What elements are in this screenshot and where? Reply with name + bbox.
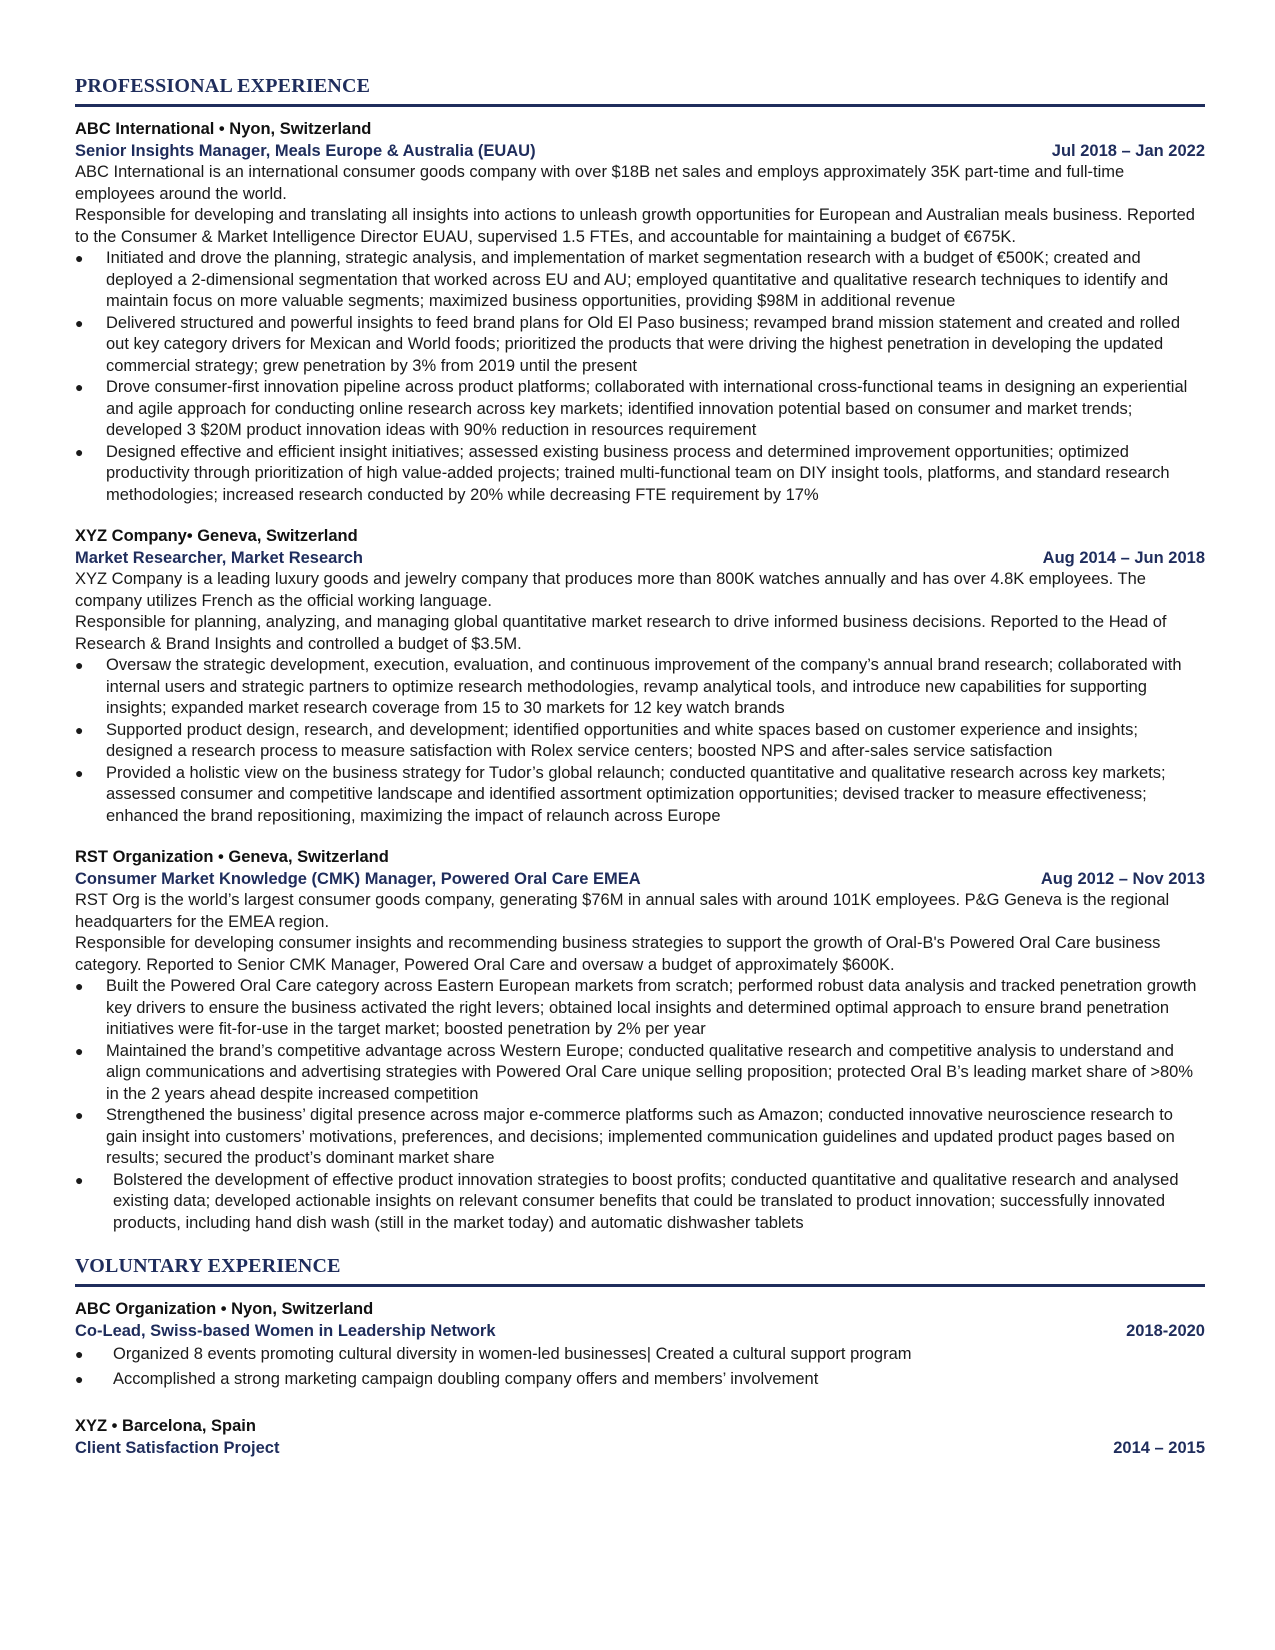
resume-page — [75, 74, 1205, 1459]
experience-entry — [75, 119, 1205, 506]
company-description: XYZ Company is a leading luxury goods and jewelry company that produces more than 800K watches annually and has over 4.8K employees. The company utilizes French as the official working language. — [75, 570, 1146, 610]
bullet-icon: ● — [75, 764, 84, 781]
achievement-text: Bolstered the development of effective product innovation strategies to boost profits; conducted quantitative and qualitative research and analysed existing data; developed actionable insights on relevant consumer benefits that could be translated to product innovation; successfully innovated products, including hand dish wash (still in the market today) and automatic dishwasher tablets — [113, 1170, 1179, 1232]
voluntary-entry — [75, 1416, 1205, 1459]
achievement-list — [75, 655, 1205, 827]
achievement-text: Built the Powered Oral Care category across Eastern European markets from scratch; performed robust data analysis and tracked penetration growth key drivers to ensure the business activated the right levers; obtained local insights and determined optimal approach to ensure brand penetration initiatives were fit-for-use in the target market; boosted penetration by 2% per year — [106, 977, 1197, 1038]
bullet-icon: ● — [75, 1107, 84, 1123]
company-description: RST Org is the world’s largest consumer goods company, generating $76M in annual sales with around 101K employees. P&G Geneva is the regional headquarters for the EMEA region. — [75, 891, 1170, 931]
achievement-text: Oversaw the strategic development, execution, evaluation, and continuous improvement of the company’s annual brand research; collaborated with internal users and strategic partners to optimize research methodologies, revamp analytical tools, and introduce new capabilities for supporting insights; expanded market research coverage from 15 to 30 markets for 12 key watch brands — [106, 656, 1182, 717]
achievement-text: Provided a holistic view on the business strategy for Tudor’s global relaunch; conducted quantitative and qualitative research across key markets; assessed consumer and competitive landscape and identified assortment optimization opportunities; devised tracker to measure effectiveness; enhanced the brand repositioning, maximizing the impact of relaunch across Europe — [106, 763, 1166, 825]
bullet-icon: ● — [75, 978, 84, 994]
role-responsibility: Responsible for developing and translating all insights into actions to unleash growth opportunities for European and Australian meals business. Reported to the Consumer & Market Intelligence Director EUAU, supervised 1.5 FTEs, and accountable for maintaining a budget of €675K. — [75, 206, 1195, 246]
bullet-icon: ● — [75, 1042, 84, 1059]
achievement-item — [75, 1342, 1205, 1367]
achievement-item — [75, 1105, 1205, 1170]
achievement-text: Accomplished a strong marketing campaign doubling company offers and members’ involvement — [113, 1370, 819, 1388]
achievement-item — [75, 763, 1205, 828]
achievement-text: Organized 8 events promoting cultural diversity in women-led businesses| Created a cultural support program — [113, 1345, 912, 1363]
role-title: Consumer Market Knowledge (CMK) Manager, Powered Oral Care EMEA — [75, 869, 641, 888]
experience-entry — [75, 526, 1205, 827]
achievement-text: Delivered structured and powerful insights to feed brand plans for Old El Paso business; revamped brand mission statement and created and rolled out key category drivers for Mexican and World foods; prioritized the products that were driving the highest penetration in developing the updated commercial strategy; grew penetration by 3% from 2019 until the present — [106, 313, 1181, 375]
bullet-icon: ● — [75, 1346, 84, 1362]
bullet-icon: ● — [75, 314, 84, 331]
achievement-item — [75, 377, 1205, 442]
company-line: XYZ Company• Geneva, Switzerland — [75, 527, 358, 545]
section-title-voluntary: VOLUNTARY EXPERIENCE — [75, 1254, 1205, 1287]
achievement-item — [75, 248, 1205, 313]
achievement-list — [75, 976, 1205, 1170]
bullet-icon: ● — [75, 379, 84, 395]
achievement-list — [75, 1342, 1205, 1392]
company-description: ABC International is an international consumer goods company with over $18B net sales and employs approximately 35K part-time and full-time employees around the world. — [75, 163, 1125, 203]
achievement-item — [75, 976, 1205, 1041]
experience-entry — [75, 847, 1205, 1234]
bullet-icon: ● — [75, 1171, 84, 1188]
role-row — [75, 869, 1205, 891]
role-title: Senior Insights Manager, Meals Europe & Australia (EUAU) — [75, 141, 536, 160]
achievement-text: Designed effective and efficient insight initiatives; assessed existing business process and determined improvement opportunities; optimized productivity through prioritization of high value-added projects; trained multi-functional team on DIY insight tools, platforms, and standard research methodologies; increased research conducted by 20% while decreasing FTE requirement by 17% — [106, 442, 1170, 504]
organization-line: ABC Organization • Nyon, Switzerland — [75, 1300, 374, 1318]
company-line: RST Organization • Geneva, Switzerland — [75, 848, 389, 866]
role-row — [75, 141, 1205, 163]
achievement-item — [75, 313, 1205, 378]
bullet-icon: ● — [75, 721, 84, 738]
role-title: Client Satisfaction Project — [75, 1438, 280, 1457]
bullet-icon: ● — [75, 250, 84, 266]
role-row — [75, 1438, 1205, 1460]
achievement-item — [75, 1367, 1205, 1392]
achievement-item — [75, 720, 1205, 763]
role-responsibility: Responsible for planning, analyzing, and managing global quantitative market research to drive informed business decisions. Reported to the Head of Research & Brand Insights and controlled a budget of $3.5M. — [75, 613, 1167, 653]
achievement-text: Initiated and drove the planning, strategic analysis, and implementation of market segmentation research with a budget of €500K; created and deployed a 2-dimensional segmentation that worked across EU and AU; employed quantitative and qualitative research techniques to identify and maintain focus on more valuable segments; maximized business opportunities, providing $98M in additional revenue — [106, 249, 1169, 310]
achievement-item — [75, 1041, 1205, 1106]
role-dates: Aug 2012 – Nov 2013 — [1040, 869, 1205, 888]
achievement-list — [75, 1170, 1205, 1235]
role-dates: 2018-2020 — [1126, 1321, 1205, 1340]
achievement-list — [75, 248, 1205, 506]
achievement-item — [75, 1170, 1205, 1235]
role-title: Market Researcher, Market Research — [75, 548, 364, 567]
achievement-text: Supported product design, research, and development; identified opportunities and white spaces based on customer experience and insights; designed a research process to measure satisfaction with Rolex service centers; boosted NPS and after-sales service satisfaction — [106, 720, 1138, 760]
achievement-item — [75, 655, 1205, 720]
role-title: Co-Lead, Swiss-based Women in Leadership Network — [75, 1321, 496, 1340]
bullet-icon: ● — [75, 1371, 84, 1387]
role-row — [75, 548, 1205, 570]
role-dates: Jul 2018 – Jan 2022 — [1051, 141, 1205, 160]
organization-line: XYZ • Barcelona, Spain — [75, 1417, 256, 1435]
role-responsibility: Responsible for developing consumer insights and recommending business strategies to support the growth of Oral-B's Powered Oral Care business category. Reported to Senior CMK Manager, Powered Oral Care and oversaw a budget of approximately $600K. — [75, 934, 1161, 974]
role-dates: Aug 2014 – Jun 2018 — [1042, 548, 1205, 567]
achievement-text: Drove consumer-first innovation pipeline across product platforms; collaborated with international cross-functional teams in designing an experiential and agile approach for conducting online research across key markets; identified innovation potential based on consumer and market trends; developed 3 $20M product innovation ideas with 90% reduction in resources requirement — [106, 378, 1188, 439]
achievement-item — [75, 442, 1205, 507]
bullet-icon: ● — [75, 443, 84, 460]
company-line: ABC International • Nyon, Switzerland — [75, 120, 372, 138]
role-dates: 2014 – 2015 — [1113, 1438, 1205, 1457]
section-title-professional: PROFESSIONAL EXPERIENCE — [75, 74, 1205, 107]
voluntary-entry — [75, 1299, 1205, 1392]
achievement-text: Strengthened the business’ digital presence across major e-commerce platforms such as Amazon; conducted innovative neuroscience research to gain insight into customers’ motivations, preferences, and decisions; implemented communication guidelines and updated product pages based on results; secured the product’s dominant market share — [106, 1106, 1175, 1167]
bullet-icon: ● — [75, 657, 84, 673]
role-row — [75, 1321, 1205, 1343]
achievement-text: Maintained the brand’s competitive advantage across Western Europe; conducted qualitative research and competitive analysis to understand and align communications and advertising strategies with Powered Oral Care unique selling proposition; protected Oral B’s leading market share of >80% in the 2 years ahead despite increased competition — [106, 1041, 1193, 1103]
